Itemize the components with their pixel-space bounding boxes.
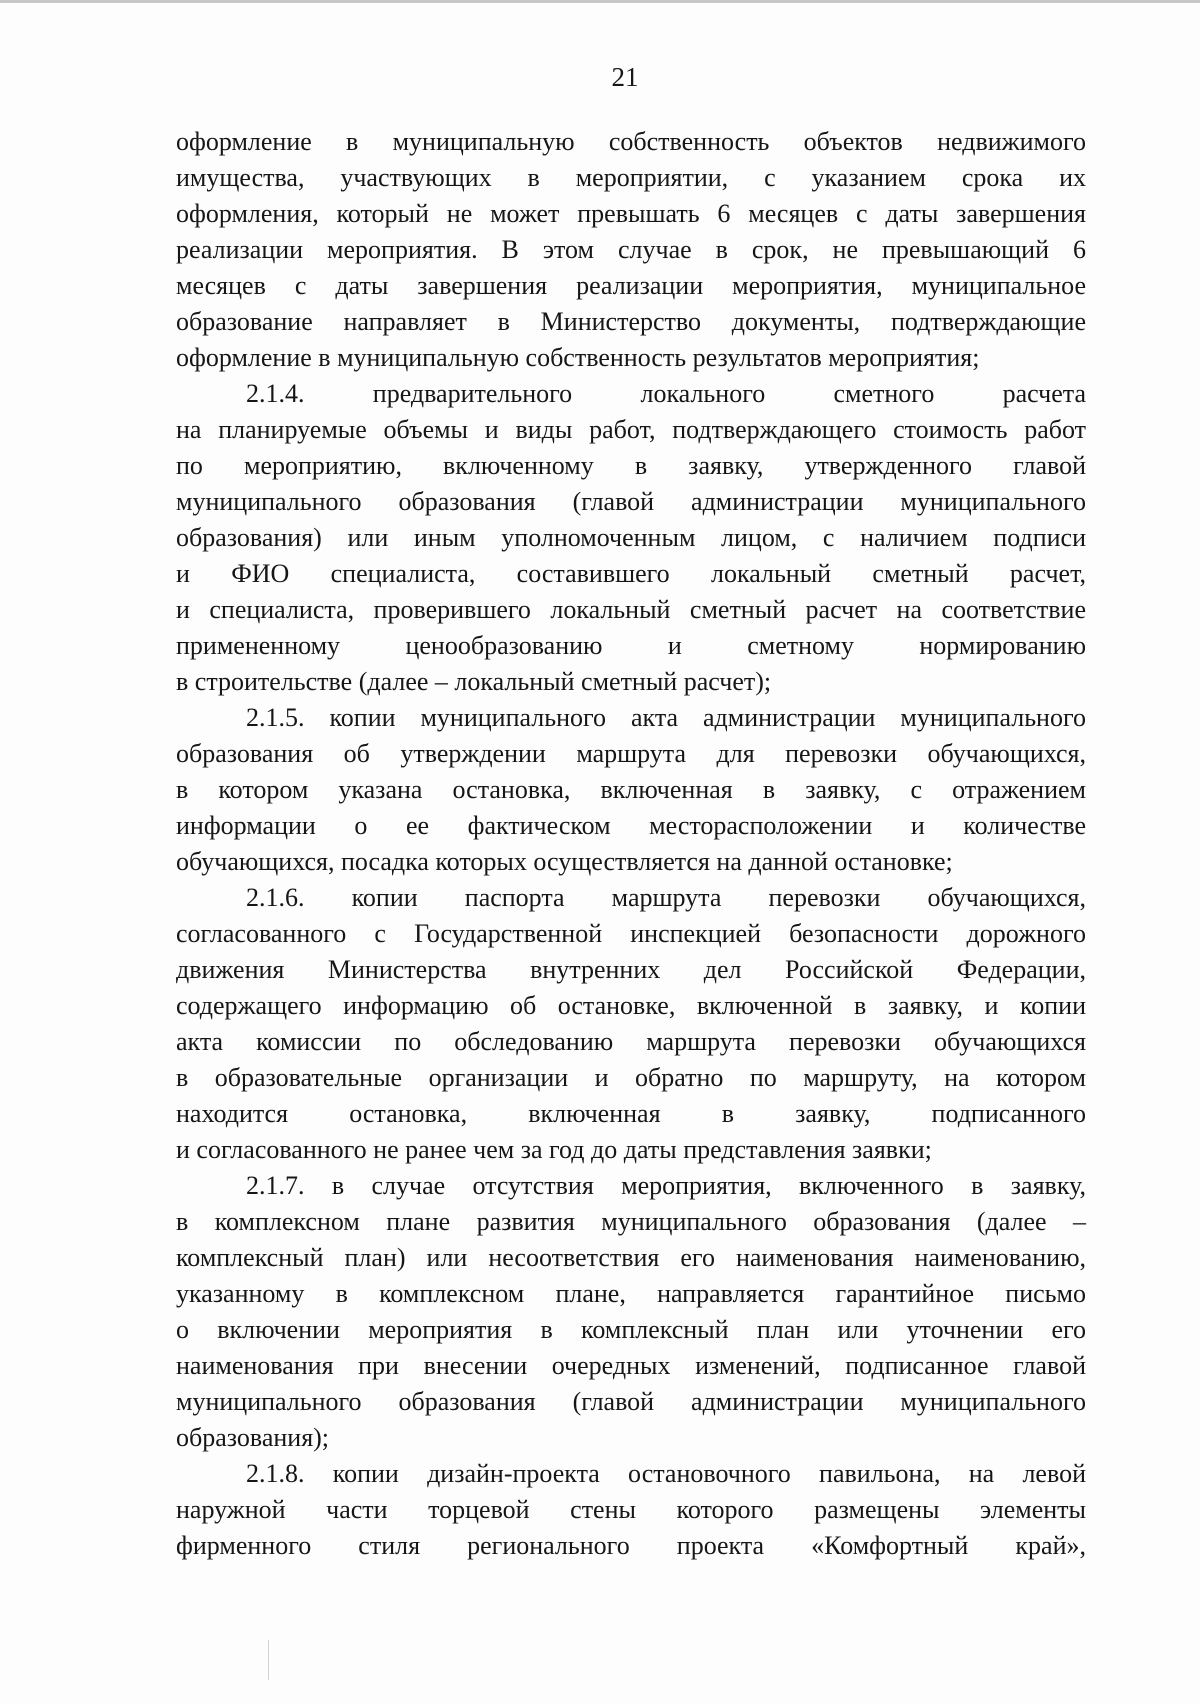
text-line: наименования при внесении очередных изменений, подписанное главой: [176, 1351, 1086, 1380]
text-line: образования об утверждении маршрута для перевозки обучающихся,: [176, 739, 1086, 768]
text-line: в комплексном плане развития муниципального образования (далее –: [176, 1207, 1086, 1236]
text-line: муниципального образования (главой администрации муниципального: [176, 1387, 1086, 1416]
text-line: согласованного с Государственной инспекцией безопасности дорожного: [176, 919, 1086, 948]
text-line: в строительстве (далее – локальный сметный расчет);: [176, 667, 772, 696]
text-line: реализации мероприятия. В этом случае в срок, не превышающий 6: [176, 235, 1086, 264]
paragraph-first-line: 2.1.7. в случае отсутствия мероприятия, включенного в заявку,: [246, 1171, 1086, 1200]
paragraph-first-line: 2.1.6. копии паспорта маршрута перевозки обучающихся,: [246, 883, 1086, 912]
page-number: 21: [611, 62, 639, 92]
text-line: комплексный план) или несоответствия его наименования наименованию,: [176, 1243, 1086, 1272]
text-line: акта комиссии по обследованию маршрута перевозки обучающихся: [176, 1027, 1086, 1056]
text-line: образования);: [176, 1423, 330, 1452]
text-line: оформление в муниципальную собственность результатов мероприятия;: [176, 343, 980, 372]
text-line: имущества, участвующих в мероприятии, с указанием срока их: [176, 163, 1086, 192]
text-line: наружной части торцевой стены которого размещены элементы: [176, 1495, 1086, 1524]
text-line: и согласованного не ранее чем за год до даты представления заявки;: [176, 1135, 932, 1164]
text-line: образование направляет в Министерство документы, подтверждающие: [176, 307, 1086, 336]
text-line: обучающихся, посадка которых осуществляется на данной остановке;: [176, 847, 953, 876]
text-line: и специалиста, проверившего локальный сметный расчет на соответствие: [176, 595, 1086, 624]
text-line: муниципального образования (главой администрации муниципального: [176, 487, 1086, 516]
text-line: месяцев с даты завершения реализации мероприятия, муниципальное: [176, 271, 1086, 300]
text-line: информации о ее фактическом месторасположении и количестве: [176, 811, 1086, 840]
text-line: фирменного стиля регионального проекта «Комфортный край»,: [176, 1531, 1086, 1560]
text-line: указанному в комплексном плане, направляется гарантийное письмо: [176, 1279, 1086, 1308]
scan-top-edge: [0, 0, 1200, 3]
scan-artifact-mark: [268, 1640, 269, 1680]
text-line: образования) или иным уполномоченным лицом, с наличием подписи: [176, 523, 1086, 552]
text-line: о включении мероприятия в комплексный план или уточнении его: [176, 1315, 1086, 1344]
text-line: по мероприятию, включенному в заявку, утвержденного главой: [176, 451, 1086, 480]
text-line: оформления, который не может превышать 6 месяцев с даты завершения: [176, 199, 1086, 228]
text-line: находится остановка, включенная в заявку, подписанного: [176, 1099, 1086, 1128]
paragraph-first-line: 2.1.4. предварительного локального сметного расчета: [246, 379, 1086, 408]
paragraph-first-line: 2.1.8. копии дизайн-проекта остановочного павильона, на левой: [246, 1459, 1086, 1488]
text-line: на планируемые объемы и виды работ, подтверждающего стоимость работ: [176, 415, 1086, 444]
text-line: примененному ценообразованию и сметному нормированию: [176, 631, 1086, 660]
text-line: в образовательные организации и обратно по маршруту, на котором: [176, 1063, 1086, 1092]
text-line: в котором указана остановка, включенная в заявку, с отражением: [176, 775, 1086, 804]
text-line: содержащего информацию об остановке, включенной в заявку, и копии: [176, 991, 1086, 1020]
text-line: и ФИО специалиста, составившего локальный сметный расчет,: [176, 559, 1086, 588]
body-text: [176, 124, 1086, 1564]
text-line: движения Министерства внутренних дел Российской Федерации,: [176, 955, 1086, 984]
text-line: оформление в муниципальную собственность объектов недвижимого: [176, 127, 1086, 156]
paragraph-first-line: 2.1.5. копии муниципального акта администрации муниципального: [246, 703, 1086, 732]
